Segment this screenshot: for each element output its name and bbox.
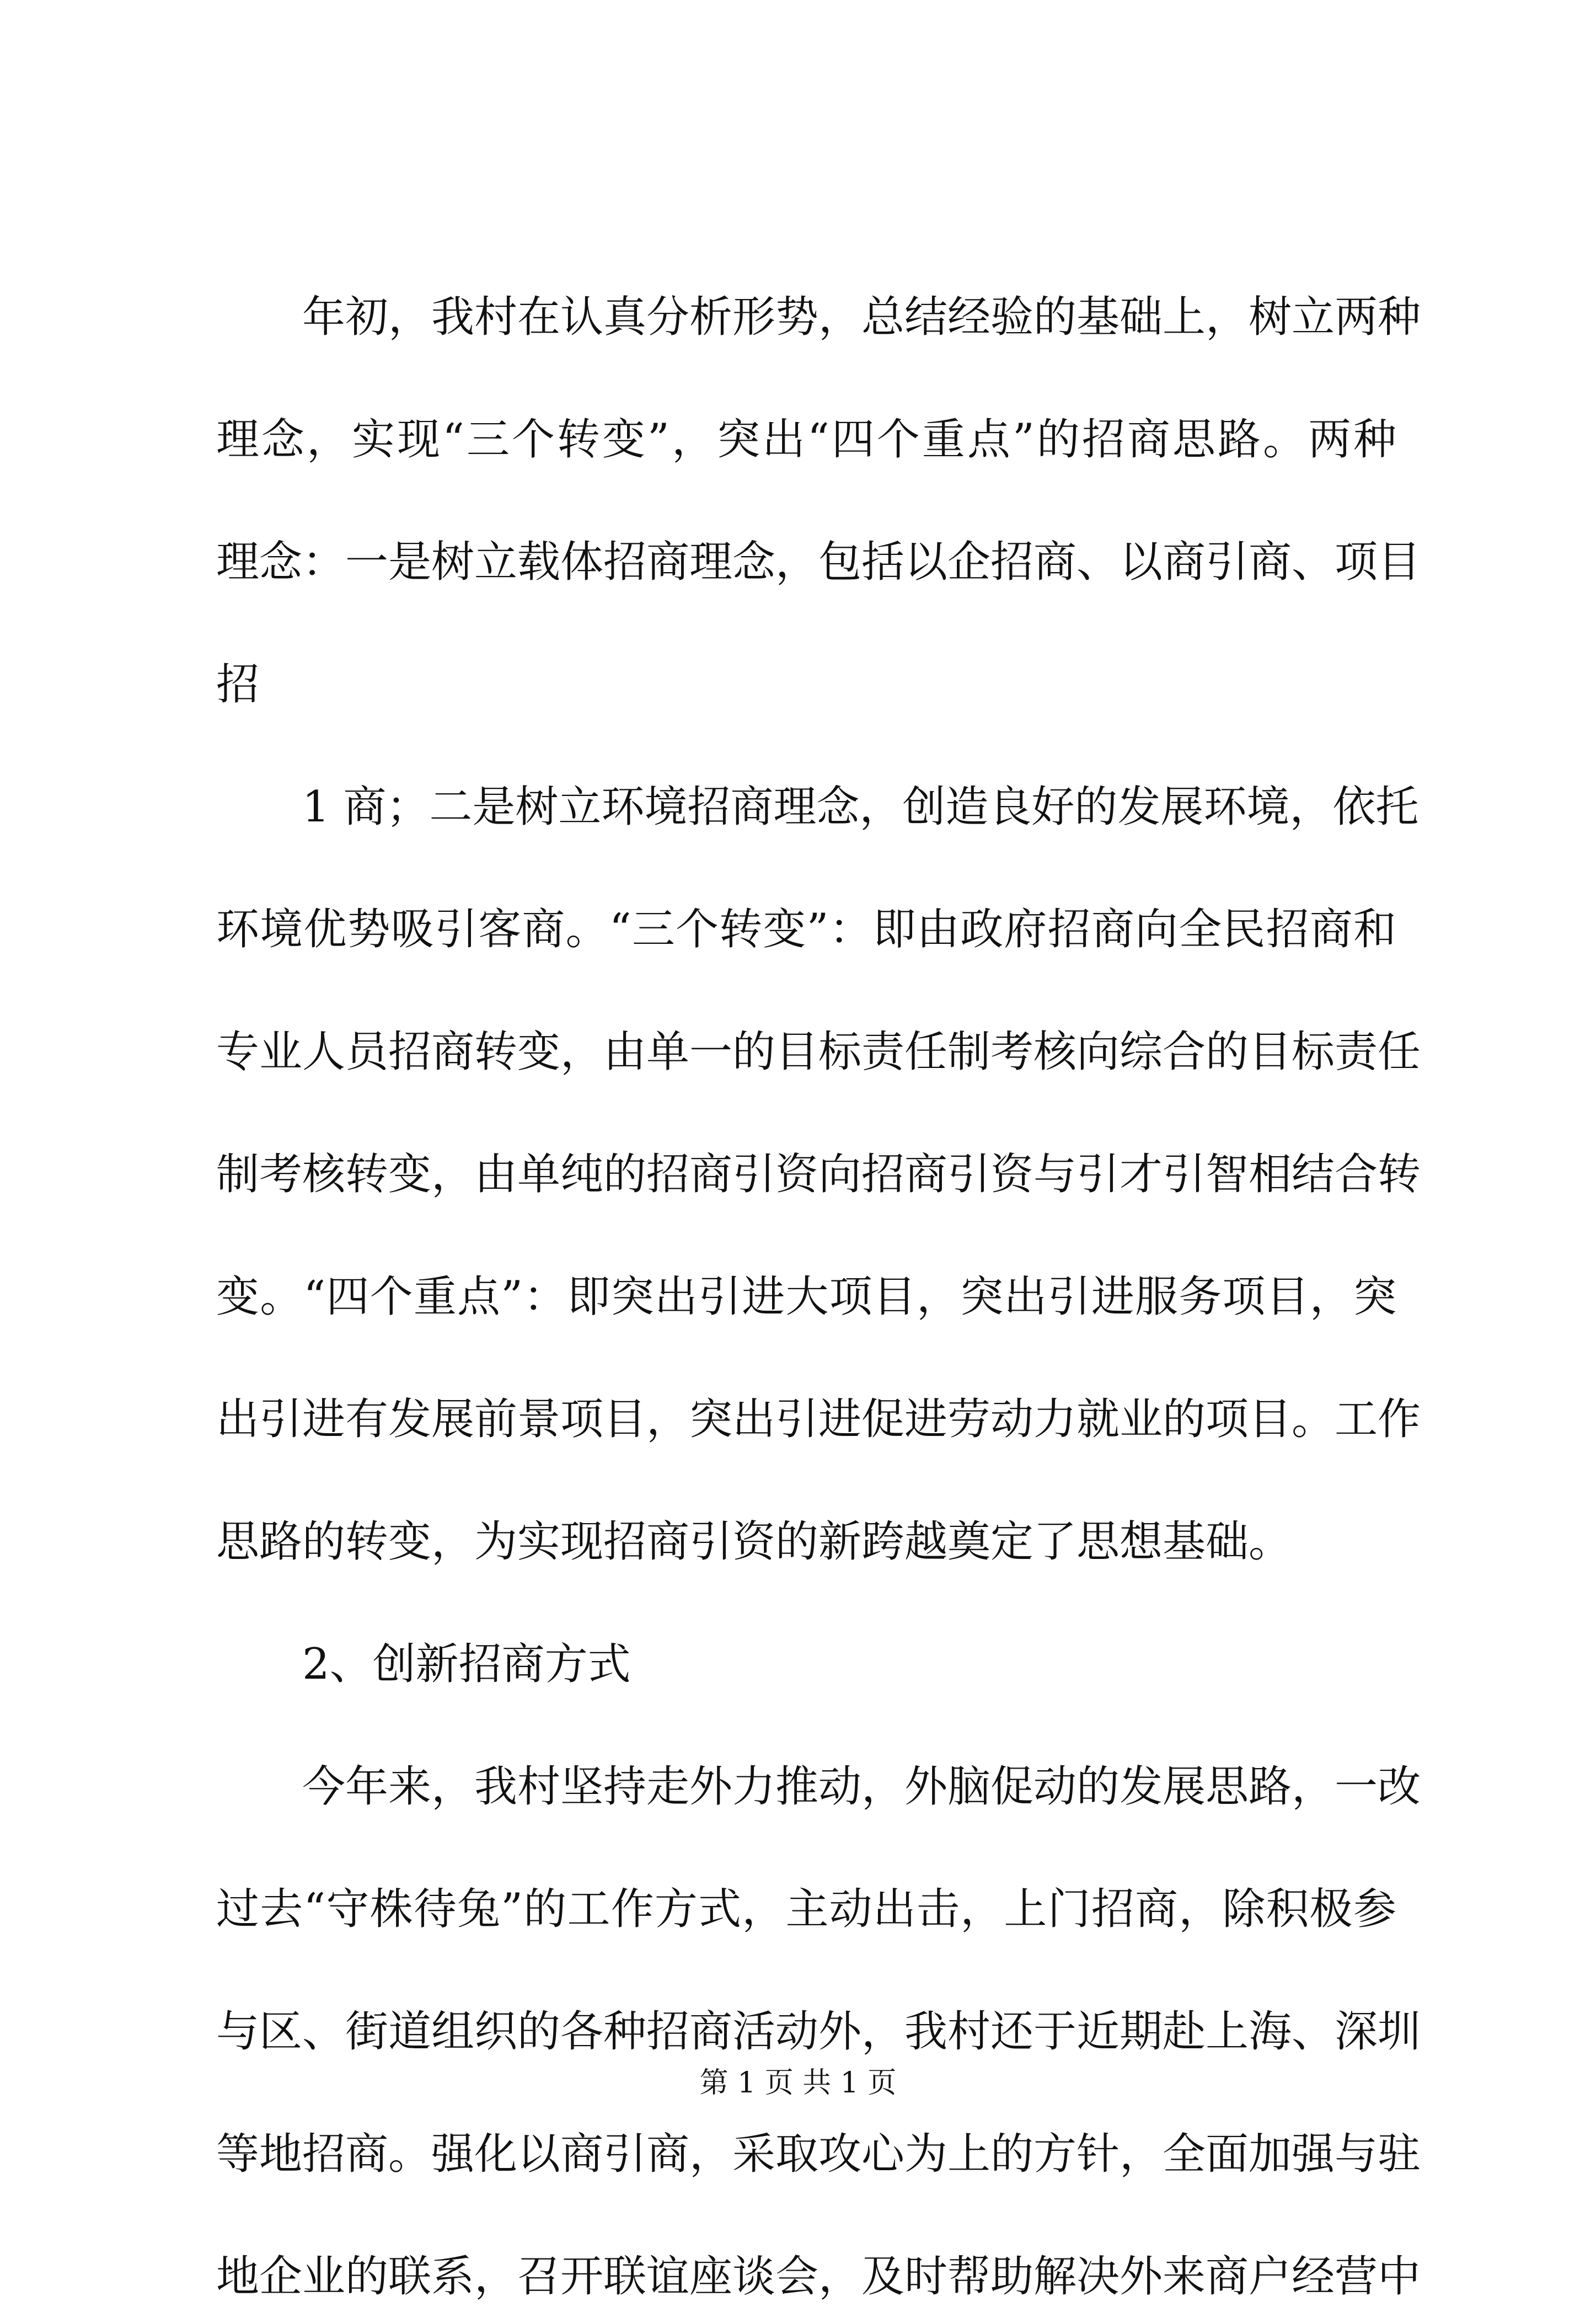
text-line-6: 环境优势吸引客商。“三个转变”：即由政府招商向全民招商和: [216, 905, 1396, 954]
text-line-16: 等地招商。强化以商引商，采取攻心为上的方针，全面加强与驻: [216, 2129, 1421, 2179]
text-line-8: 制考核转变，由单纯的招商引资向招商引资与引才引智相结合转: [216, 1150, 1421, 1199]
text-line-4: 招: [216, 660, 260, 709]
text-line-13: 今年来，我村坚持走外力推动，外脑促动的发展思路，一改: [302, 1762, 1421, 1812]
text-line-5: 1 商；二是树立环境招商理念，创造良好的发展环境，依托: [302, 782, 1419, 832]
text-line-11: 思路的转变，为实现招商引资的新跨越奠定了思想基础。: [216, 1517, 1292, 1567]
text-line-2: 理念，实现“三个转变”，突出“四个重点”的招商思路。两种: [216, 415, 1396, 464]
text-line-10: 出引进有发展前景项目，突出引进促进劳动力就业的项目。工作: [216, 1395, 1421, 1444]
page-footer: 第 1 页 共 1 页: [699, 2066, 897, 2100]
text-line-14: 过去“守株待兔”的工作方式，主动出击，上门招商，除积极参: [216, 1884, 1396, 1934]
text-line-15: 与区、街道组织的各种招商活动外，我村还于近期赴上海、深圳: [216, 2007, 1421, 2057]
section-heading: 2、创新招商方式: [302, 1640, 631, 1689]
text-line-7: 专业人员招商转变，由单一的目标责任制考核向综合的目标责任: [216, 1027, 1421, 1077]
text-line-3: 理念：一是树立载体招商理念，包括以企招商、以商引商、项目: [216, 537, 1421, 587]
text-line-9: 变。“四个重点”：即突出引进大项目，突出引进服务项目，突: [216, 1272, 1396, 1322]
text-line-17: 地企业的联系，召开联谊座谈会，及时帮助解决外来商户经营中: [216, 2252, 1421, 2301]
text-line-1: 年初，我村在认真分析形势，总结经验的基础上，树立两种: [302, 292, 1421, 342]
